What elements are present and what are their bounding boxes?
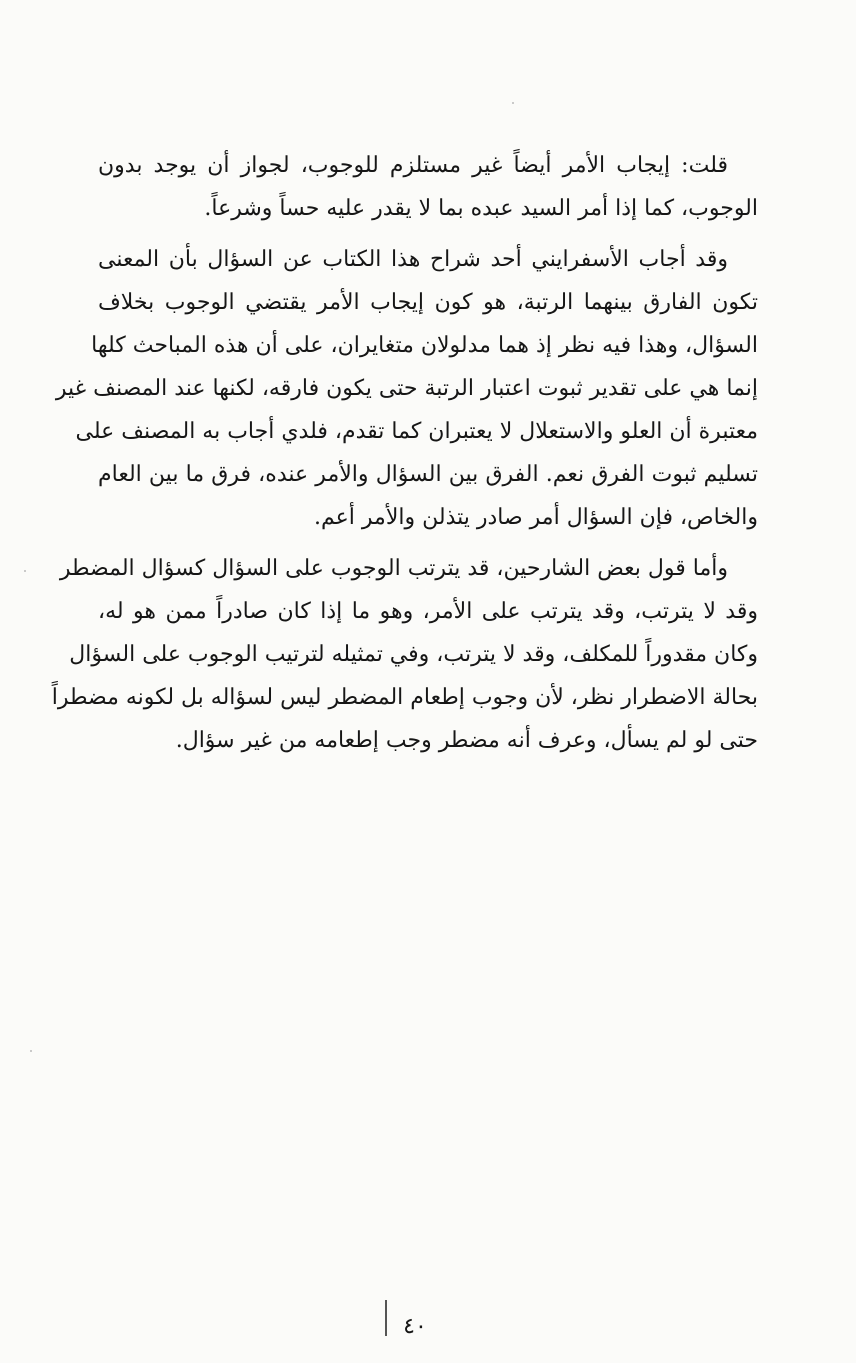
text-line: وأما قول بعض الشارحين، قد يترتب الوجوب على السؤال كسؤال المضطر xyxy=(59,556,728,581)
text-line: حتى لو لم يسأل، وعرف أنه مضطر وجب إطعامه من غير سؤال. xyxy=(175,728,758,753)
text-line: تسليم ثبوت الفرق نعم. الفرق بين السؤال والأمر عنده، فرق ما بين العام xyxy=(98,462,758,487)
scan-speck xyxy=(512,102,514,104)
text-line: تكون الفارق بينهما الرتبة، هو كون إيجاب الأمر يقتضي الوجوب بخلاف xyxy=(98,290,758,315)
text-line: وقد أجاب الأسفرايني أحد شراح هذا الكتاب عن السؤال بأن المعنى xyxy=(98,247,729,272)
text-line: السؤال، وهذا فيه نظر إذ هما مدلولان متغايران، على أن هذه المباحث كلها xyxy=(91,333,758,358)
margin-mark xyxy=(385,1300,387,1336)
text-line: بحالة الاضطرار نظر، لأن وجوب إطعام المضطر ليس لسؤاله بل لكونه مضطراً xyxy=(51,685,758,710)
text-line: معتبرة أن العلو والاستعلال لا يعتبران كما تقدم، فلدي أجاب به المصنف على xyxy=(75,419,758,444)
text-line: وكان مقدوراً للمكلف، وقد لا يترتب، وفي تمثيله لترتيب الوجوب على السؤال xyxy=(69,642,758,667)
text-line: وقد لا يترتب، وقد يترتب على الأمر، وهو ما إذا كان صادراً ممن هو له، xyxy=(98,599,758,624)
text-line: والخاص، فإن السؤال أمر صادر يتذلن والأمر أعم. xyxy=(314,505,758,530)
paragraph-1 xyxy=(98,144,758,230)
body-text xyxy=(51,144,758,770)
text-line: إنما هي على تقدير ثبوت اعتبار الرتبة حتى يكون فارقه، لكنها عند المصنف غير xyxy=(55,376,758,401)
page-number: ٤٠ xyxy=(403,1314,427,1339)
scan-speck xyxy=(30,1050,32,1052)
text-line: الوجوب، كما إذا أمر السيد عبده بما لا يقدر عليه حساً وشرعاً. xyxy=(204,196,758,221)
paragraph-3 xyxy=(51,547,758,762)
text-line: قلت: إيجاب الأمر أيضاً غير مستلزم للوجوب، لجواز أن يوجد بدون xyxy=(98,153,728,178)
scan-speck xyxy=(24,570,26,572)
paragraph-2 xyxy=(55,238,758,539)
